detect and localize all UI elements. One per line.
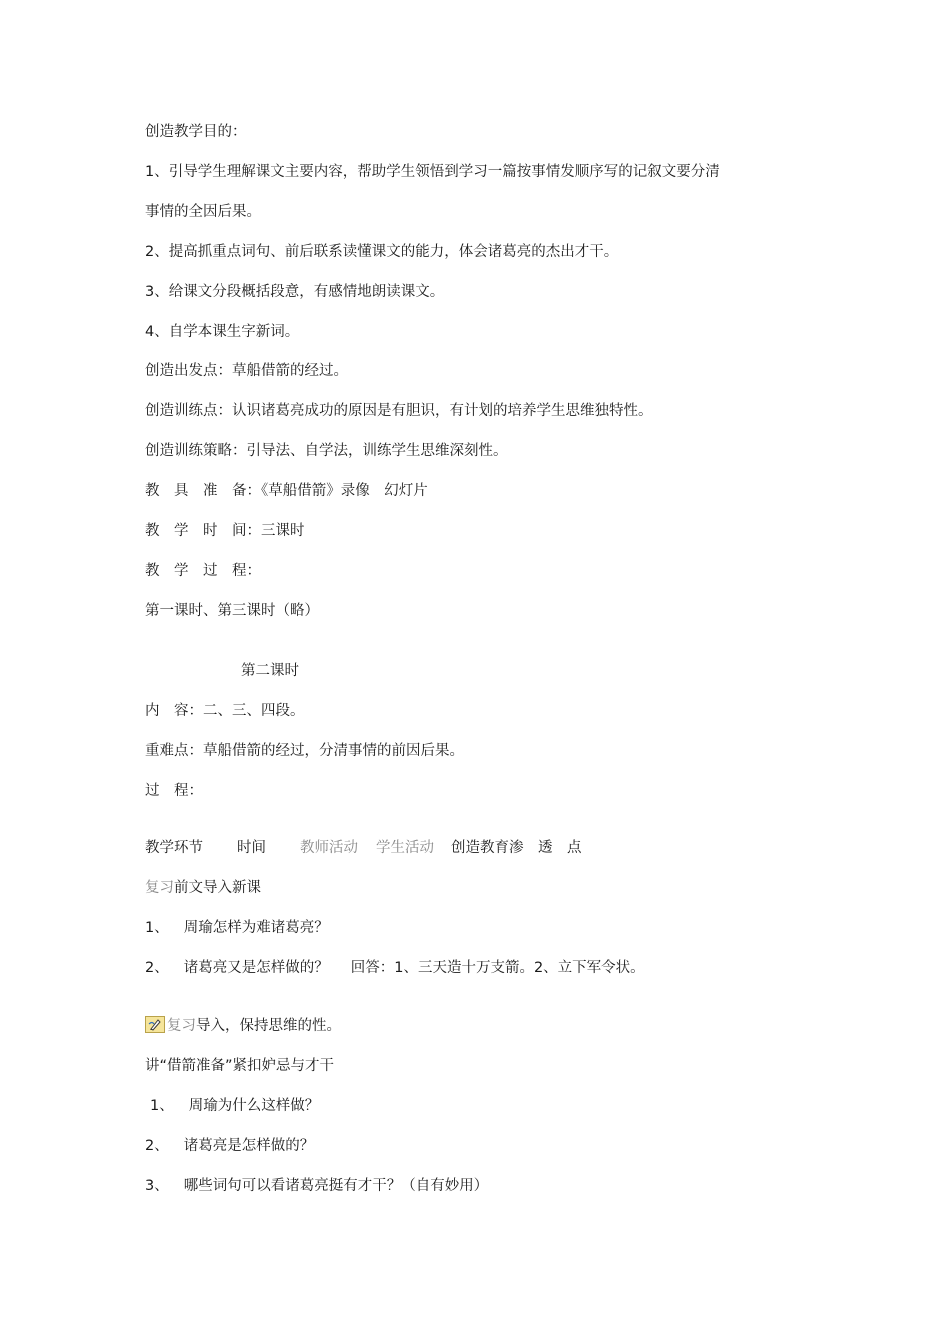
- teaching-tools: 教 具 准 备：《草船借箭》录像 幻灯片: [145, 483, 428, 499]
- point-2-text: 诸葛亮是怎样做的？: [183, 1138, 315, 1154]
- header-student-activity: 学生活动: [376, 840, 434, 856]
- training-point: 创造训练点：认识诸葛亮成功的原因是有胆识，有计划的培养学生思维独特性。: [145, 403, 653, 419]
- header-teaching-stage: 教学环节: [145, 840, 203, 856]
- objective-4: 4、自学本课生字新词。: [145, 324, 300, 340]
- point-1: [150, 1096, 319, 1116]
- point-1-number: 1、: [150, 1098, 174, 1114]
- question-1: [145, 918, 329, 938]
- process-label: 过 程：: [145, 783, 203, 799]
- table-header-row: [145, 838, 582, 858]
- pencil-note-icon: [145, 1016, 165, 1033]
- lessons-1-3: 第一课时、第三课时（略）: [145, 603, 319, 619]
- review-rest: 前文导入新课: [174, 880, 261, 896]
- review-note: [145, 1016, 341, 1036]
- header-creative-points: 创造教育渗 透 点: [451, 840, 582, 856]
- lesson-2-title: 第二课时: [241, 663, 299, 679]
- teaching-time: 教 学 时 间：三课时: [145, 523, 305, 539]
- objective-3: 3、给课文分段概括段意，有感情地朗读课文。: [145, 284, 445, 300]
- point-3: [145, 1176, 488, 1196]
- objective-title: 创造教学目的：: [145, 124, 247, 140]
- objective-2: 2、提高抓重点词句、前后联系读懂课文的能力，体会诸葛亮的杰出才干。: [145, 244, 619, 260]
- key-points: 重难点：草船借箭的经过，分清事情的前因后果。: [145, 743, 464, 759]
- training-strategy: 创造训练策略：引导法、自学法，训练学生思维深刻性。: [145, 443, 508, 459]
- question-1-text: 周瑜怎样为难诸葛亮？: [183, 920, 329, 936]
- question-2: [145, 958, 645, 978]
- review-label: 复习: [145, 880, 174, 896]
- question-1-number: 1、: [145, 920, 169, 936]
- objective-1-line-1: 1、引导学生理解课文主要内容，帮助学生领悟到学习一篇按事情发顺序写的记叙文要分清: [145, 164, 720, 180]
- header-teacher-activity: 教师活动: [300, 840, 358, 856]
- teaching-process: 教 学 过 程：: [145, 563, 261, 579]
- header-time: 时间: [237, 840, 266, 856]
- question-2-text: 诸葛亮又是怎样做的？: [183, 960, 329, 976]
- question-2-number: 2、: [145, 960, 169, 976]
- point-3-number: 3、: [145, 1178, 169, 1194]
- point-3-text: 哪些词句可以看诸葛亮挺有才干？（自有妙用）: [183, 1178, 489, 1194]
- section-heading: 讲“借箭准备”紧扣妒忌与才干: [145, 1058, 335, 1074]
- start-point: 创造出发点：草船借箭的经过。: [145, 363, 348, 379]
- point-1-text: 周瑜为什么这样做？: [188, 1098, 320, 1114]
- review-line: [145, 878, 261, 898]
- lesson-content: 内 容：二、三、四段。: [145, 703, 305, 719]
- question-2-answer: 回答：1、三天造十万支箭。2、立下军令状。: [350, 960, 645, 976]
- point-2-number: 2、: [145, 1138, 169, 1154]
- objective-1-line-2: 事情的全因后果。: [145, 204, 261, 220]
- point-2: [145, 1136, 314, 1156]
- review-note-rest: 导入，保持思维的性。: [196, 1018, 341, 1034]
- review-note-label: 复习: [167, 1018, 196, 1034]
